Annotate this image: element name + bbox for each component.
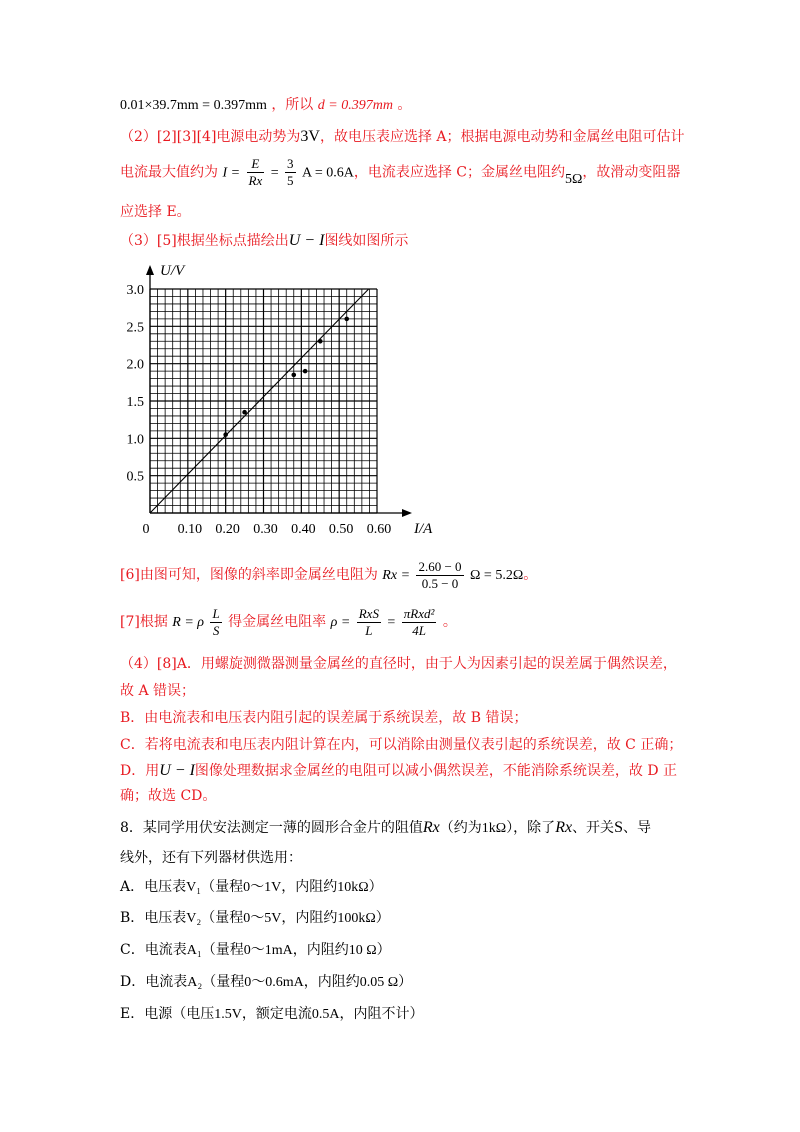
option-c: C．电流表A₁（量程0～1mA，内阻约10 Ω）	[120, 942, 391, 958]
frac-slope: $\frac{2.60 - 0}{0.5 - 0}$	[418, 558, 462, 591]
y-tick-label: 1.0	[126, 432, 144, 448]
data-point	[318, 339, 323, 344]
text-a-wrong: 故 A 错误；	[120, 683, 196, 699]
equals: =	[387, 615, 396, 630]
line-12	[120, 761, 677, 781]
data-point	[242, 410, 247, 415]
text-voltmeter-choice: ，故电压表应选择 A；根据电源电动势和金属丝电阻可估计	[319, 129, 685, 145]
text-b-wrong: B．由电流表和电压表内阻引起的误差属于系统误差，故 B 错误；	[120, 710, 528, 726]
ui-symbol: U − I	[159, 762, 195, 779]
v2-spec: （量程0～5V，内阻约100kΩ）	[201, 911, 390, 926]
v1-symbol: V₁	[186, 880, 202, 895]
a2-symbol: A₂	[187, 975, 203, 990]
x-tick-label: 0.10	[177, 522, 203, 537]
line-7	[120, 604, 457, 641]
v1-spec: （量程0～1V，内阻约10kΩ）	[201, 880, 383, 895]
x-tick-label: 0.40	[291, 522, 316, 537]
u-i-graph	[110, 255, 450, 550]
text-c-right: C．若将电流表和电压表内阻计算在内，可以消除由测量仪表引起的系统误差，故 C 正确；	[120, 737, 683, 753]
eq-rx-result: Ω = 5.2Ω	[470, 568, 524, 583]
period: 。	[442, 614, 457, 630]
text-resistivity: 得金属丝电阻率	[228, 614, 327, 630]
text-by: [7]根据	[120, 614, 168, 630]
line-13	[120, 786, 216, 806]
y-axis-arrow	[146, 265, 154, 275]
calc-diameter: 0.01×39.7mm = 0.397mm	[120, 98, 267, 113]
text-choose-e: 应选择 E。	[120, 204, 191, 220]
line-5	[120, 231, 408, 251]
data-point	[303, 369, 308, 374]
x-tick-label: 0.30	[253, 522, 278, 537]
eq-rx: Rx =	[382, 568, 411, 583]
frac-l-over-s: $\frac{L}{S}$	[212, 605, 220, 638]
switch-symbol: S	[614, 819, 623, 836]
y-tick-label: 2.0	[126, 357, 144, 373]
frac-rxs-over-l: $\frac{\text{RxS}}{L}$	[358, 605, 379, 638]
text-d-use: D．用	[120, 763, 160, 779]
source-voltage: 1.5V	[214, 1007, 242, 1022]
v2-symbol: V₂	[186, 911, 202, 926]
text-graph-shown: 图线如图所示	[324, 233, 409, 249]
rated-current: 0.5A	[311, 1007, 340, 1022]
period: 。	[523, 567, 538, 583]
eq-rho: ρ =	[330, 615, 351, 630]
resistance-1k: 1kΩ	[481, 821, 507, 836]
x-axis-arrow	[402, 509, 412, 517]
line-11	[120, 735, 682, 755]
frac-3-over-5: $\frac{3}{5}$	[287, 156, 294, 188]
a1-spec: （量程0～1mA，内阻约10 Ω）	[201, 943, 391, 958]
text-part-3: （3）[5]根据坐标点描绘出	[120, 233, 289, 249]
period: 。	[397, 97, 412, 113]
emf-value: 3V	[300, 128, 320, 145]
option-b: B．电压表V₂（量程0～5V，内阻约100kΩ）	[120, 910, 390, 926]
rx-symbol: Rx	[422, 819, 440, 836]
a2-spec: （量程0～0.6mA，内阻约0.05 Ω）	[202, 975, 413, 990]
x-axis-label: I/A	[414, 521, 433, 537]
option-a: A．电压表V₁（量程0～1V，内阻约10kΩ）	[120, 879, 383, 895]
line-8	[120, 654, 677, 674]
eq-r: R = ρ	[172, 615, 205, 630]
option-d: D．电流表A₂（量程0～0.6mA，内阻约0.05 Ω）	[120, 974, 413, 990]
line-1	[120, 95, 411, 116]
x-tick-label: 0.20	[215, 522, 240, 537]
data-point	[344, 317, 349, 322]
x-tick-label: 0.50	[328, 522, 354, 537]
text-ammeter-choice: ，电流表应选择 C；金属丝电阻约	[353, 164, 566, 181]
line-3: 电流最大值约为 I = $\frac{E}{Rx}$ = $\frac{3}{5}$ A = 0.6A，电流表应选择 C；金属丝电阻约5Ω，故滑动变阻器	[120, 156, 681, 188]
text-equipment-intro: 线外，还有下列器材供选用：	[120, 850, 302, 866]
question-8-text: 8．某同学用伏安法测定一薄的圆形合金片的阻值	[120, 820, 423, 836]
line-15	[120, 848, 302, 868]
text-part-4: （4）[8]A．用螺旋测微器测量金属丝的直径时，由于人为因素引起的误差属于偶然误差，	[120, 656, 677, 672]
line-9	[120, 681, 195, 701]
y-axis-label: U/V	[160, 263, 185, 279]
eq-current-result: A = 0.6A	[302, 165, 354, 181]
a1-symbol: A₁	[186, 943, 202, 958]
text-so: ，所以	[271, 97, 314, 113]
option-e: E．电源（电压1.5V，额定电流0.5A，内阻不计）	[120, 1006, 424, 1022]
y-tick-label: 2.5	[126, 320, 144, 336]
text-answer-cd: 确；故选 CD。	[120, 788, 217, 804]
line-4	[120, 202, 191, 222]
text-max-current: 电流最大值约为	[120, 164, 218, 181]
diameter-result: d = 0.397mm	[317, 98, 393, 113]
line-6	[120, 558, 537, 593]
line-2	[120, 127, 685, 147]
frac-pi-rx-d2: $\frac{\text{πRxd²}}{4L}$	[403, 605, 435, 638]
data-point	[223, 432, 228, 437]
x-tick-label: 0	[142, 522, 150, 537]
ui-symbol: U − I	[288, 232, 325, 249]
resistance-estimate: 5Ω	[565, 171, 583, 187]
data-point	[291, 373, 296, 378]
line-10	[120, 708, 527, 728]
rx-symbol: Rx	[555, 819, 573, 836]
x-tick-label: 0.60	[366, 522, 392, 537]
frac-e-over-rx: $\frac{E}{Rx}$	[248, 156, 263, 188]
text-slope-resistance: [6]由图可知，图像的斜率即金属丝电阻为	[120, 567, 378, 583]
text-rheostat: ，故滑动变阻器	[582, 164, 681, 181]
y-tick-label: 1.5	[126, 395, 144, 410]
text-d-right: 图像处理数据求金属丝的电阻可以减小偶然误差，不能消除系统误差，故 D 正	[194, 763, 678, 779]
y-tick-label: 3.0	[126, 283, 144, 298]
eq-current: I =	[222, 165, 241, 181]
line-14: 8．某同学用伏安法测定一薄的圆形合金片的阻值Rx（约为1kΩ），除了Rx、开关S、导	[120, 819, 651, 836]
text-part-2: （2）[2][3][4]电源电动势为	[120, 129, 301, 145]
y-tick-label: 0.5	[126, 469, 144, 485]
